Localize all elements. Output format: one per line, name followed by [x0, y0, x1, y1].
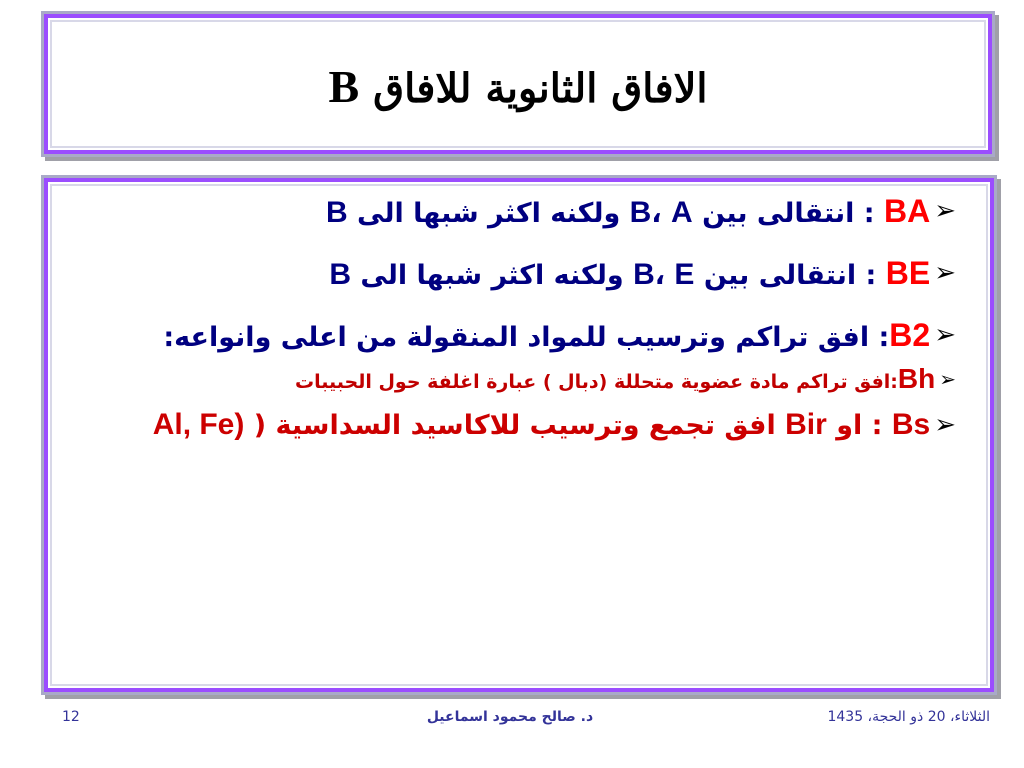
slide-title [48, 60, 988, 113]
arrow-check-bullet-icon: ➢ [934, 196, 956, 226]
sub-bullet-bh [62, 364, 956, 397]
bullet-ba [62, 192, 956, 254]
bullet-ba-sep: : [854, 198, 884, 229]
arrow-check-bullet-icon: ➢ [939, 367, 956, 391]
sub-bullet-bh-sep: : [890, 371, 898, 393]
footer-author: د. صالح محمود اسماعيل [426, 709, 594, 725]
bullet-b2-sep: : [869, 322, 890, 353]
bullet-ba-text-b: ولكنه اكثر شبها الى [347, 198, 630, 229]
bullet-ba-text-a: انتقالى بين [692, 198, 855, 229]
footer-page-number: 12 [62, 709, 80, 725]
bullet-b2-tag: B2 [889, 317, 931, 353]
bullet-be-text [62, 254, 930, 295]
bullet-ba-a: A [671, 196, 693, 229]
bullet-ba-comma: ، [651, 198, 671, 229]
arrow-check-bullet-icon: ➢ [934, 410, 956, 440]
title-horizon: B [328, 61, 360, 112]
bullet-be-comma: ، [654, 260, 675, 291]
content-frame [44, 178, 994, 692]
bullet-ba-text [62, 192, 930, 233]
bullet-be [62, 254, 956, 316]
bullet-ba-tag: BA [883, 193, 931, 229]
bullet-be-tag: BE [885, 255, 931, 291]
bullet-be-end: B [329, 258, 352, 291]
bullet-be-text-a: انتقالى بين [694, 260, 857, 291]
sub-bullet-bs-sep: : او [826, 410, 892, 441]
sub-bullet-bh-body: افق تراكم مادة عضوية متحللة (دبال ) عبارة اغلفة حول الحبيبات [295, 371, 891, 393]
sub-bullet-bs [62, 403, 956, 448]
title-text: الافاق الثانوية للافاق [373, 65, 708, 112]
bullet-be-text-b: ولكنه اكثر شبها الى [351, 260, 634, 291]
content-body [62, 192, 956, 448]
title-frame [44, 14, 992, 154]
bullet-be-sep: : [856, 260, 886, 291]
bullet-b2-text [62, 316, 930, 357]
footer-date: الثلاثاء، 20 ذو الحجة، 1435 [827, 709, 990, 725]
sub-bullet-bs-bir: Bir [785, 408, 827, 441]
bullet-be-e: E [674, 258, 695, 291]
arrow-check-bullet-icon: ➢ [934, 258, 956, 288]
sub-bullet-bh-tag: Bh [897, 363, 936, 394]
arrow-check-bullet-icon: ➢ [934, 320, 956, 350]
bullet-be-b: B [633, 258, 655, 291]
bullet-ba-end: B [325, 196, 348, 229]
sub-bullet-bs-body: افق تجمع وترسيب للاكاسيد السداسية ( [244, 410, 786, 441]
sub-bullet-bs-metals: Al, Fe) [152, 408, 245, 441]
sub-bullet-bh-text [62, 364, 935, 397]
bullet-ba-b: B [629, 196, 652, 229]
bullet-b2 [62, 316, 956, 364]
bullet-b2-body: افق تراكم وترسيب للمواد المنقولة من اعلى وانواعه: [163, 322, 870, 353]
sub-bullet-bs-text [62, 403, 930, 448]
sub-bullet-bs-tag: Bs [891, 408, 931, 441]
